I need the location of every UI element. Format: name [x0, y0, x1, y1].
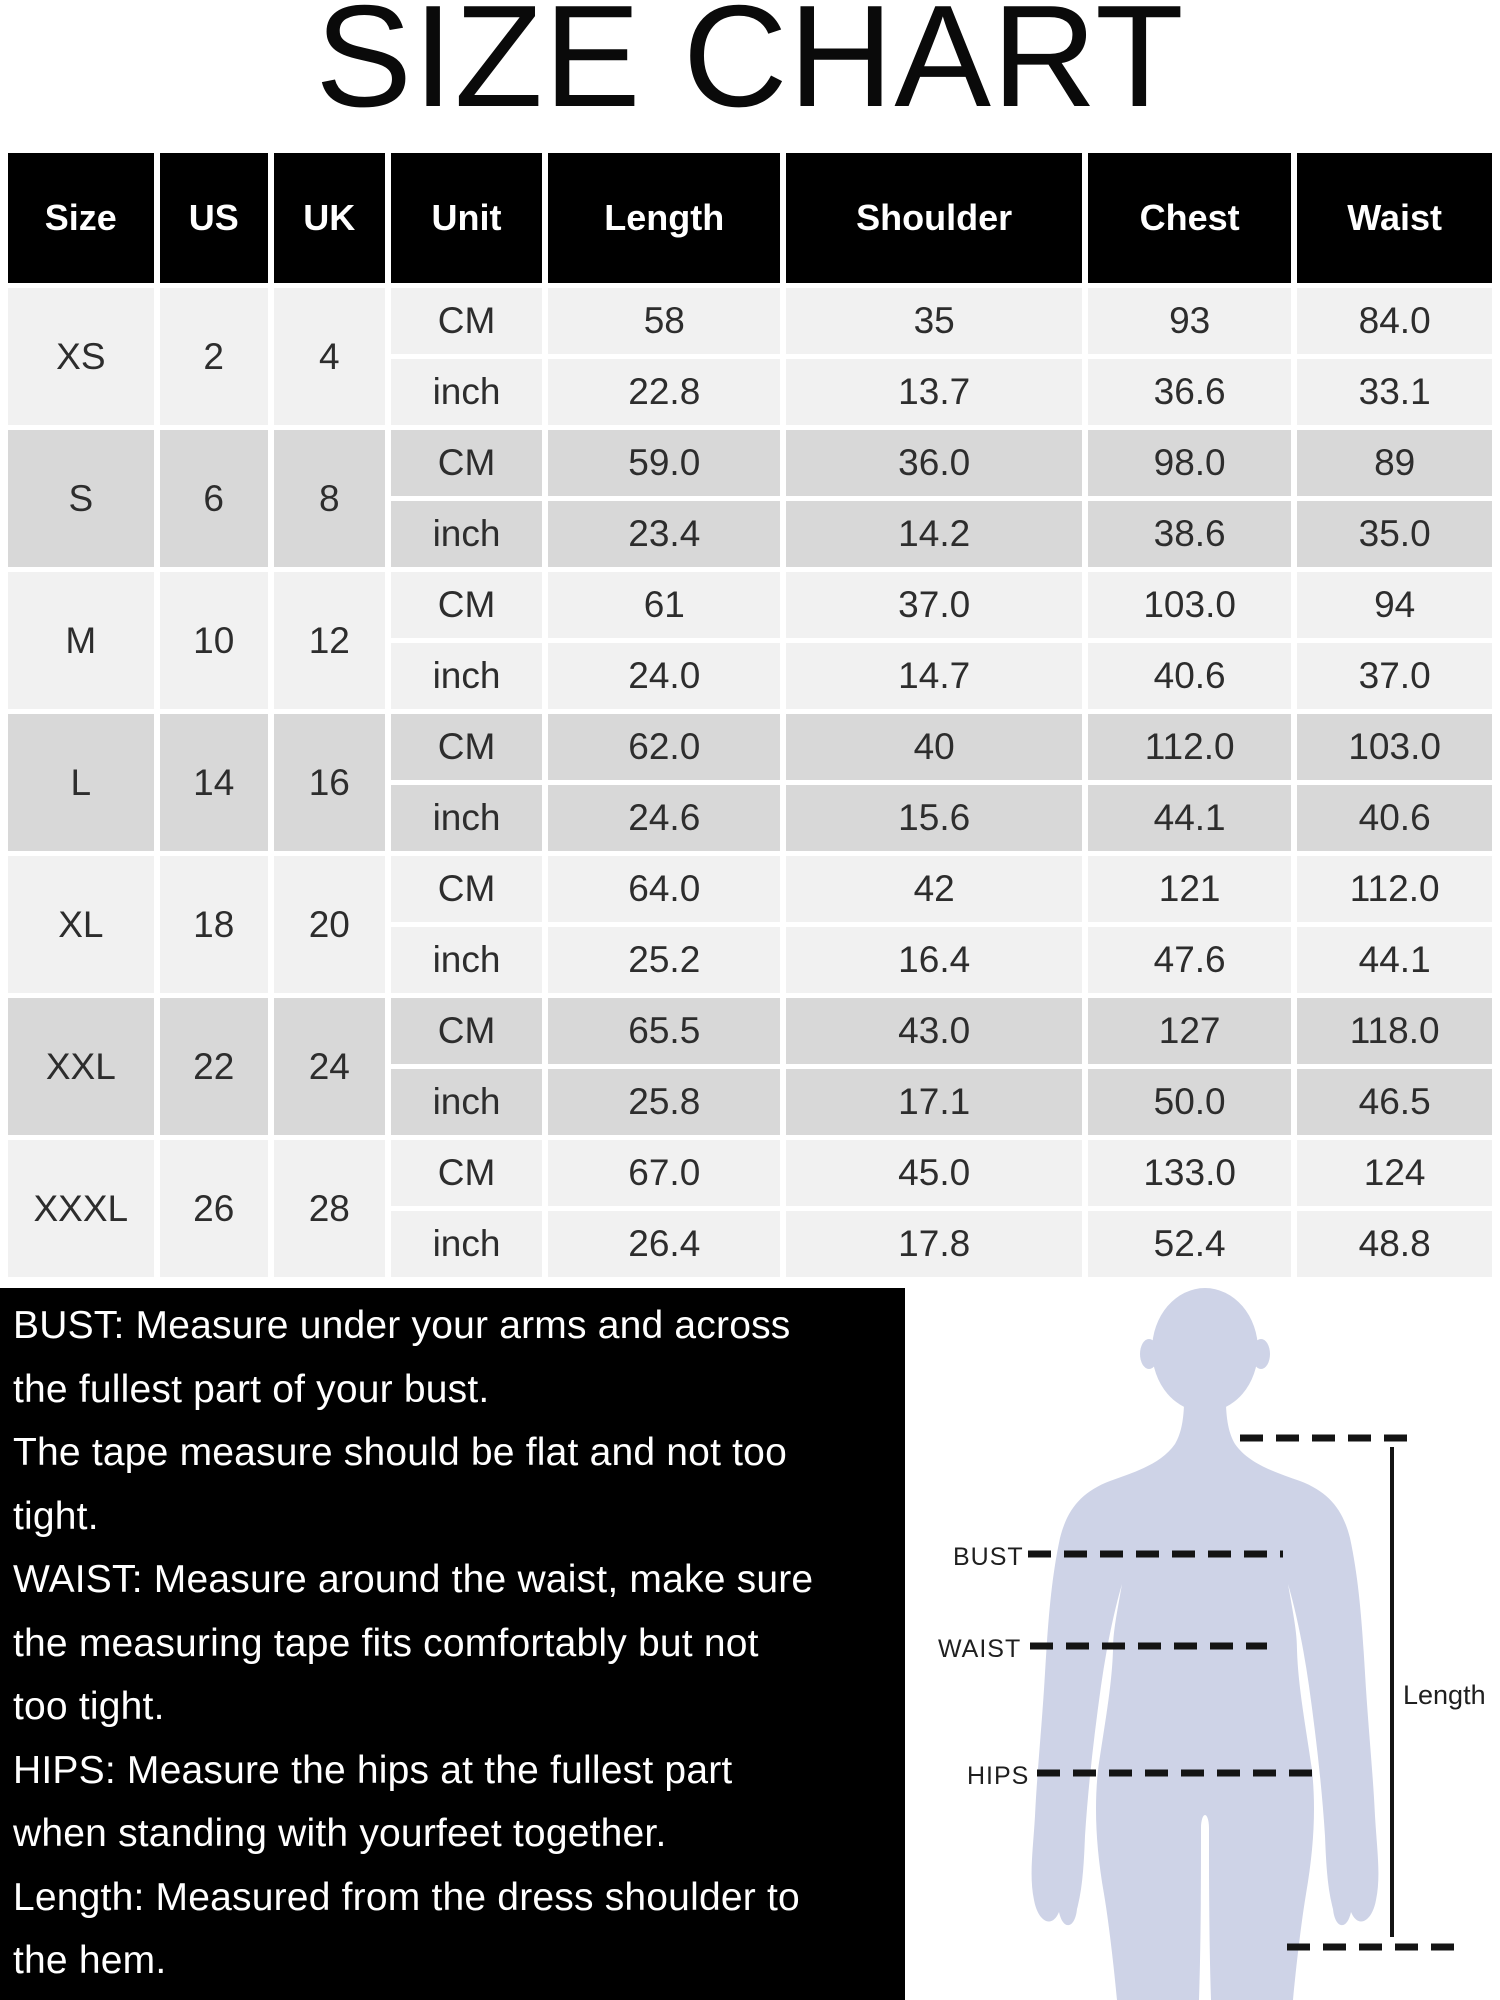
measurement-cell: 40.6 — [1297, 785, 1492, 851]
unit-cell: inch — [391, 359, 542, 425]
size-cell: M — [8, 572, 154, 709]
uk-size-cell: 16 — [274, 714, 385, 851]
measurement-instructions — [0, 1288, 905, 2000]
column-header-size: Size — [8, 153, 154, 283]
measurement-cell: 24.6 — [548, 785, 780, 851]
measurement-cell: 17.8 — [786, 1211, 1082, 1277]
size-cell: L — [8, 714, 154, 851]
instruction-line: The tape measure should be flat and not too — [13, 1431, 787, 1474]
measurement-cell: 38.6 — [1088, 501, 1291, 567]
unit-cell: inch — [391, 643, 542, 709]
instruction-line: WAIST: Measure around the waist, make sure — [13, 1558, 814, 1601]
uk-size-cell: 24 — [274, 998, 385, 1135]
measurement-cell: 65.5 — [548, 998, 780, 1064]
measurement-cell: 35.0 — [1297, 501, 1492, 567]
uk-size-cell: 28 — [274, 1140, 385, 1277]
column-header-us: US — [160, 153, 268, 283]
size-cell: S — [8, 430, 154, 567]
measurement-cell: 42 — [786, 856, 1082, 922]
measurement-cell: 121 — [1088, 856, 1291, 922]
table-row — [8, 714, 1492, 780]
measurement-cell: 48.8 — [1297, 1211, 1492, 1277]
measurement-cell: 46.5 — [1297, 1069, 1492, 1135]
bust-label: BUST — [953, 1543, 1024, 1571]
measurement-cell: 14.2 — [786, 501, 1082, 567]
unit-cell: CM — [391, 714, 542, 780]
table-row — [8, 998, 1492, 1064]
unit-cell: inch — [391, 501, 542, 567]
measurement-cell: 15.6 — [786, 785, 1082, 851]
instruction-line: too tight. — [13, 1685, 165, 1728]
page-title: SIZE CHART — [315, 0, 1185, 137]
measurement-cell: 61 — [548, 572, 780, 638]
instruction-line: the fullest part of your bust. — [13, 1367, 490, 1411]
unit-cell: CM — [391, 998, 542, 1064]
measurement-cell: 84.0 — [1297, 288, 1492, 354]
measurement-cell: 44.1 — [1297, 927, 1492, 993]
us-size-cell: 6 — [160, 430, 268, 567]
measurement-cell: 103.0 — [1297, 714, 1492, 780]
measurement-cell: 24.0 — [548, 643, 780, 709]
measurement-cell: 89 — [1297, 430, 1492, 496]
measurement-cell: 94 — [1297, 572, 1492, 638]
measurement-cell: 93 — [1088, 288, 1291, 354]
measurement-cell: 67.0 — [548, 1140, 780, 1206]
measurement-cell: 64.0 — [548, 856, 780, 922]
measurement-cell: 52.4 — [1088, 1211, 1291, 1277]
body-measurement-diagram — [905, 1288, 1500, 2000]
table-row — [8, 572, 1492, 638]
unit-cell: CM — [391, 288, 542, 354]
measurement-cell: 22.8 — [548, 359, 780, 425]
unit-cell: CM — [391, 572, 542, 638]
measurement-cell: 62.0 — [548, 714, 780, 780]
column-header-shoulder: Shoulder — [786, 153, 1082, 283]
uk-size-cell: 20 — [274, 856, 385, 993]
unit-cell: CM — [391, 430, 542, 496]
instruction-line: BUST: Measure under your arms and across — [13, 1304, 791, 1347]
size-cell: XS — [8, 288, 154, 425]
measurement-cell: 25.8 — [548, 1069, 780, 1135]
measurement-cell: 33.1 — [1297, 359, 1492, 425]
measurement-cell: 37.0 — [786, 572, 1082, 638]
measurement-cell: 36.6 — [1088, 359, 1291, 425]
length-label: Length — [1403, 1680, 1486, 1710]
size-cell: XL — [8, 856, 154, 993]
column-header-length: Length — [548, 153, 780, 283]
header-row — [8, 153, 1492, 283]
table-row — [8, 856, 1492, 922]
uk-size-cell: 12 — [274, 572, 385, 709]
size-chart-table — [2, 148, 1498, 1282]
waist-label: WAIST — [938, 1635, 1022, 1663]
measurement-cell: 23.4 — [548, 501, 780, 567]
measurement-cell: 35 — [786, 288, 1082, 354]
body-diagram-svg — [905, 1288, 1500, 2000]
instruction-line: the hem. — [13, 1939, 167, 1982]
table-row — [8, 288, 1492, 354]
measurement-cell: 118.0 — [1297, 998, 1492, 1064]
measurement-cell: 40.6 — [1088, 643, 1291, 709]
measurement-cell: 40 — [786, 714, 1082, 780]
measurement-cell: 17.1 — [786, 1069, 1082, 1135]
measurement-cell: 59.0 — [548, 430, 780, 496]
us-size-cell: 14 — [160, 714, 268, 851]
column-header-waist: Waist — [1297, 153, 1492, 283]
column-header-chest: Chest — [1088, 153, 1291, 283]
unit-cell: CM — [391, 1140, 542, 1206]
measurement-cell: 127 — [1088, 998, 1291, 1064]
hips-label: HIPS — [967, 1762, 1030, 1790]
column-header-uk: UK — [274, 153, 385, 283]
size-cell: XXXL — [8, 1140, 154, 1277]
size-cell: XXL — [8, 998, 154, 1135]
measurement-cell: 26.4 — [548, 1211, 780, 1277]
measurement-cell: 43.0 — [786, 998, 1082, 1064]
instruction-line: HIPS: Measure the hips at the fullest part — [13, 1748, 733, 1792]
uk-size-cell: 4 — [274, 288, 385, 425]
unit-cell: inch — [391, 927, 542, 993]
us-size-cell: 22 — [160, 998, 268, 1135]
measurement-cell: 50.0 — [1088, 1069, 1291, 1135]
measurement-cell: 103.0 — [1088, 572, 1291, 638]
unit-cell: inch — [391, 1069, 542, 1135]
measurement-cell: 112.0 — [1088, 714, 1291, 780]
instruction-line: when standing with yourfeet together. — [13, 1812, 667, 1855]
measurement-cell: 14.7 — [786, 643, 1082, 709]
column-header-unit: Unit — [391, 153, 542, 283]
table-row — [8, 1140, 1492, 1206]
silhouette-ear-right — [1252, 1339, 1270, 1369]
us-size-cell: 18 — [160, 856, 268, 993]
measurement-cell: 124 — [1297, 1140, 1492, 1206]
measurement-cell: 44.1 — [1088, 785, 1291, 851]
measurement-cell: 16.4 — [786, 927, 1082, 993]
measurement-cell: 112.0 — [1297, 856, 1492, 922]
instruction-line: the measuring tape fits comfortably but not — [13, 1621, 759, 1665]
instruction-line: tight. — [13, 1494, 99, 1538]
uk-size-cell: 8 — [274, 430, 385, 567]
measurement-cell: 133.0 — [1088, 1140, 1291, 1206]
silhouette-body — [1032, 1380, 1379, 2000]
measurement-cell: 58 — [548, 288, 780, 354]
measurement-cell: 47.6 — [1088, 927, 1291, 993]
us-size-cell: 10 — [160, 572, 268, 709]
measurement-cell: 37.0 — [1297, 643, 1492, 709]
bottom-section — [0, 1288, 1500, 2000]
unit-cell: CM — [391, 856, 542, 922]
measurement-cell: 13.7 — [786, 359, 1082, 425]
instruction-line: Length: Measured from the dress shoulder to — [13, 1875, 800, 1919]
us-size-cell: 2 — [160, 288, 268, 425]
measurement-cell: 36.0 — [786, 430, 1082, 496]
silhouette-ear-left — [1140, 1339, 1158, 1369]
unit-cell: inch — [391, 785, 542, 851]
measurement-cell: 45.0 — [786, 1140, 1082, 1206]
measurement-cell: 25.2 — [548, 927, 780, 993]
size-table-body — [8, 288, 1492, 1277]
unit-cell: inch — [391, 1211, 542, 1277]
table-row — [8, 430, 1492, 496]
measurement-cell: 98.0 — [1088, 430, 1291, 496]
us-size-cell: 26 — [160, 1140, 268, 1277]
